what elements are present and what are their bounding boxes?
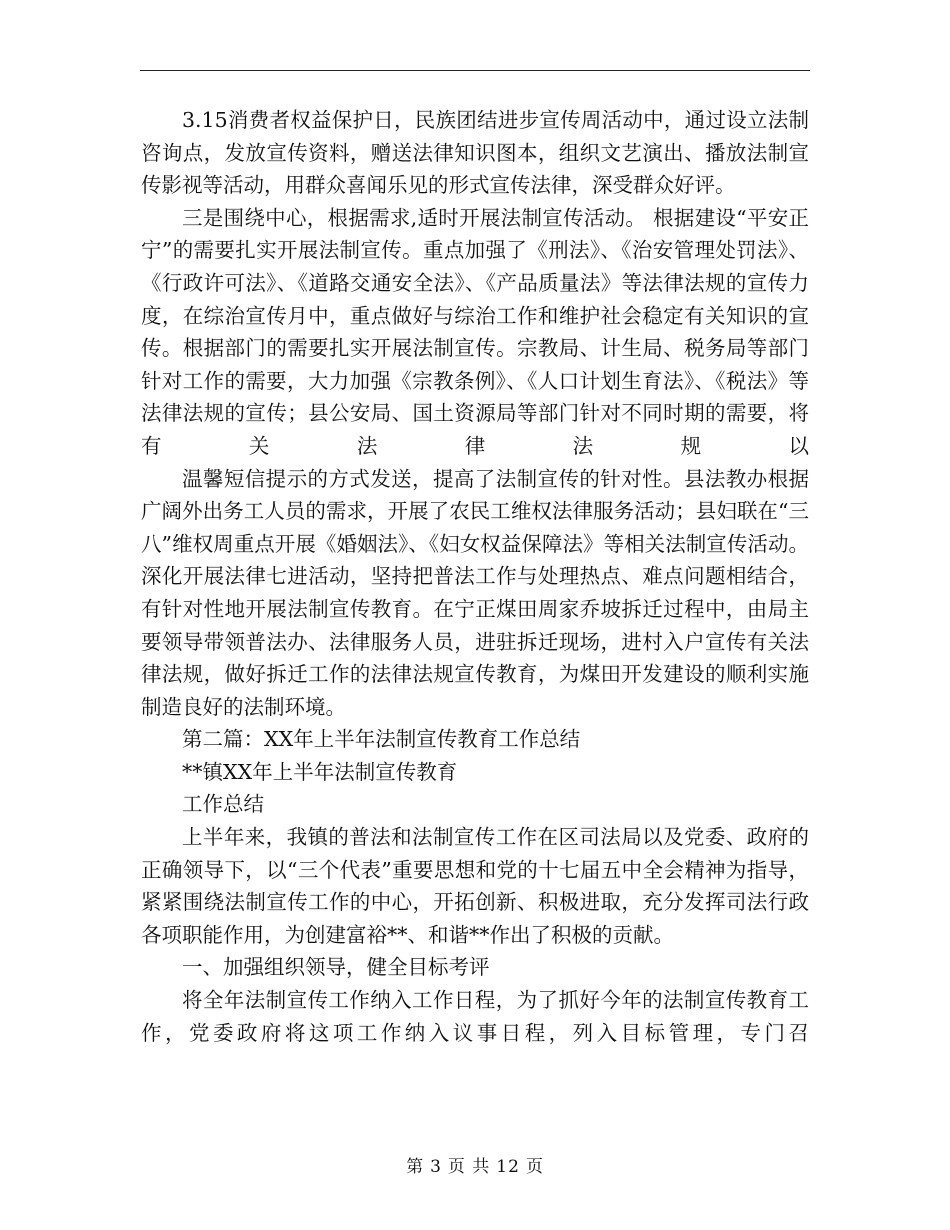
paragraph-5: 将全年法制宣传工作纳入工作日程，为了抓好今年的法制宣传教育工作，党委政府将这项工作纳入议事日程，列入目标管理，专门召 <box>141 988 809 1045</box>
paragraph-1: 3.15消费者权益保护日，民族团结进步宣传周活动中，通过设立法制咨询点，发放宣传资料，赠送法律知识图本，组织文艺演出、播放法制宣传影视等活动，用群众喜闻乐见的形式宣传法律，深受群众好评。 <box>141 108 809 198</box>
paragraph-2: 三是围绕中心，根据需求,适时开展法制宣传活动。 根据建设“平安正宁”的需要扎实开展法制宣传。重点加强了《刑法》、《治安管理处罚法》、《行政许可法》、《道路交通安全法》、《产品质量法》等法律法规的宣传力度，在综治宣传月中，重点做好与综治工作和维护社会稳定有关知识的宣传。根据部门的需要扎实开展法制宣传。宗教局、计生局、税务局等部门针对工作的需要，大力加强《宗教条例》、《人口计划生育法》、《税法》等法律法规的宣传；县公安局、国土资源局等部门针对不同时期的需要，将有关法律法规以 <box>141 205 809 458</box>
footer-prefix: 第 <box>406 1157 425 1177</box>
paragraph-4: 上半年来，我镇的普法和法制宣传工作在区司法局以及党委、政府的正确领导下，以“三个代表”重要思想和党的十七届五中全会精神为指导，紧紧围绕法制宣传工作的中心，开拓创新、积极进取，充分发挥司法行政各项职能作用，为创建富裕**、和谐**作出了积极的贡献。 <box>141 825 809 947</box>
section-heading: 第二篇：XX年上半年法制宣传教育工作总结 <box>182 727 581 752</box>
footer-current-page: 3 <box>430 1157 442 1177</box>
report-title: **镇XX年上半年法制宣传教育 <box>182 759 458 784</box>
report-subtitle: 工作总结 <box>182 792 264 817</box>
page-footer <box>0 1152 950 1177</box>
document-body <box>141 104 809 1049</box>
footer-middle: 页 共 <box>447 1157 491 1177</box>
paragraph-3: 温馨短信提示的方式发送，提高了法制宣传的针对性。县法教办根据广阔外出务工人员的需求，开展了农民工维权法律服务活动；县妇联在“三八”维权周重点开展《婚姻法》、《妇女权益保障法》等相关法制宣传活动。深化开展法律七进活动，坚持把普法工作与处理热点、难点问题相结合，有针对性地开展法制宣传教育。在宁正煤田周家乔坡拆迁过程中，由局主要领导带领普法办、法律服务人员，进驻拆迁现场，进村入户宣传有关法律法规，做好拆迁工作的法律法规宣传教育，为煤田开发建设的顺利实施制造良好的法制环境。 <box>141 466 809 719</box>
footer-suffix: 页 <box>525 1157 544 1177</box>
header-rule <box>140 70 810 71</box>
subsection-heading: 一、加强组织领导，健全目标考评 <box>182 955 490 980</box>
footer-total-pages: 12 <box>496 1157 520 1177</box>
